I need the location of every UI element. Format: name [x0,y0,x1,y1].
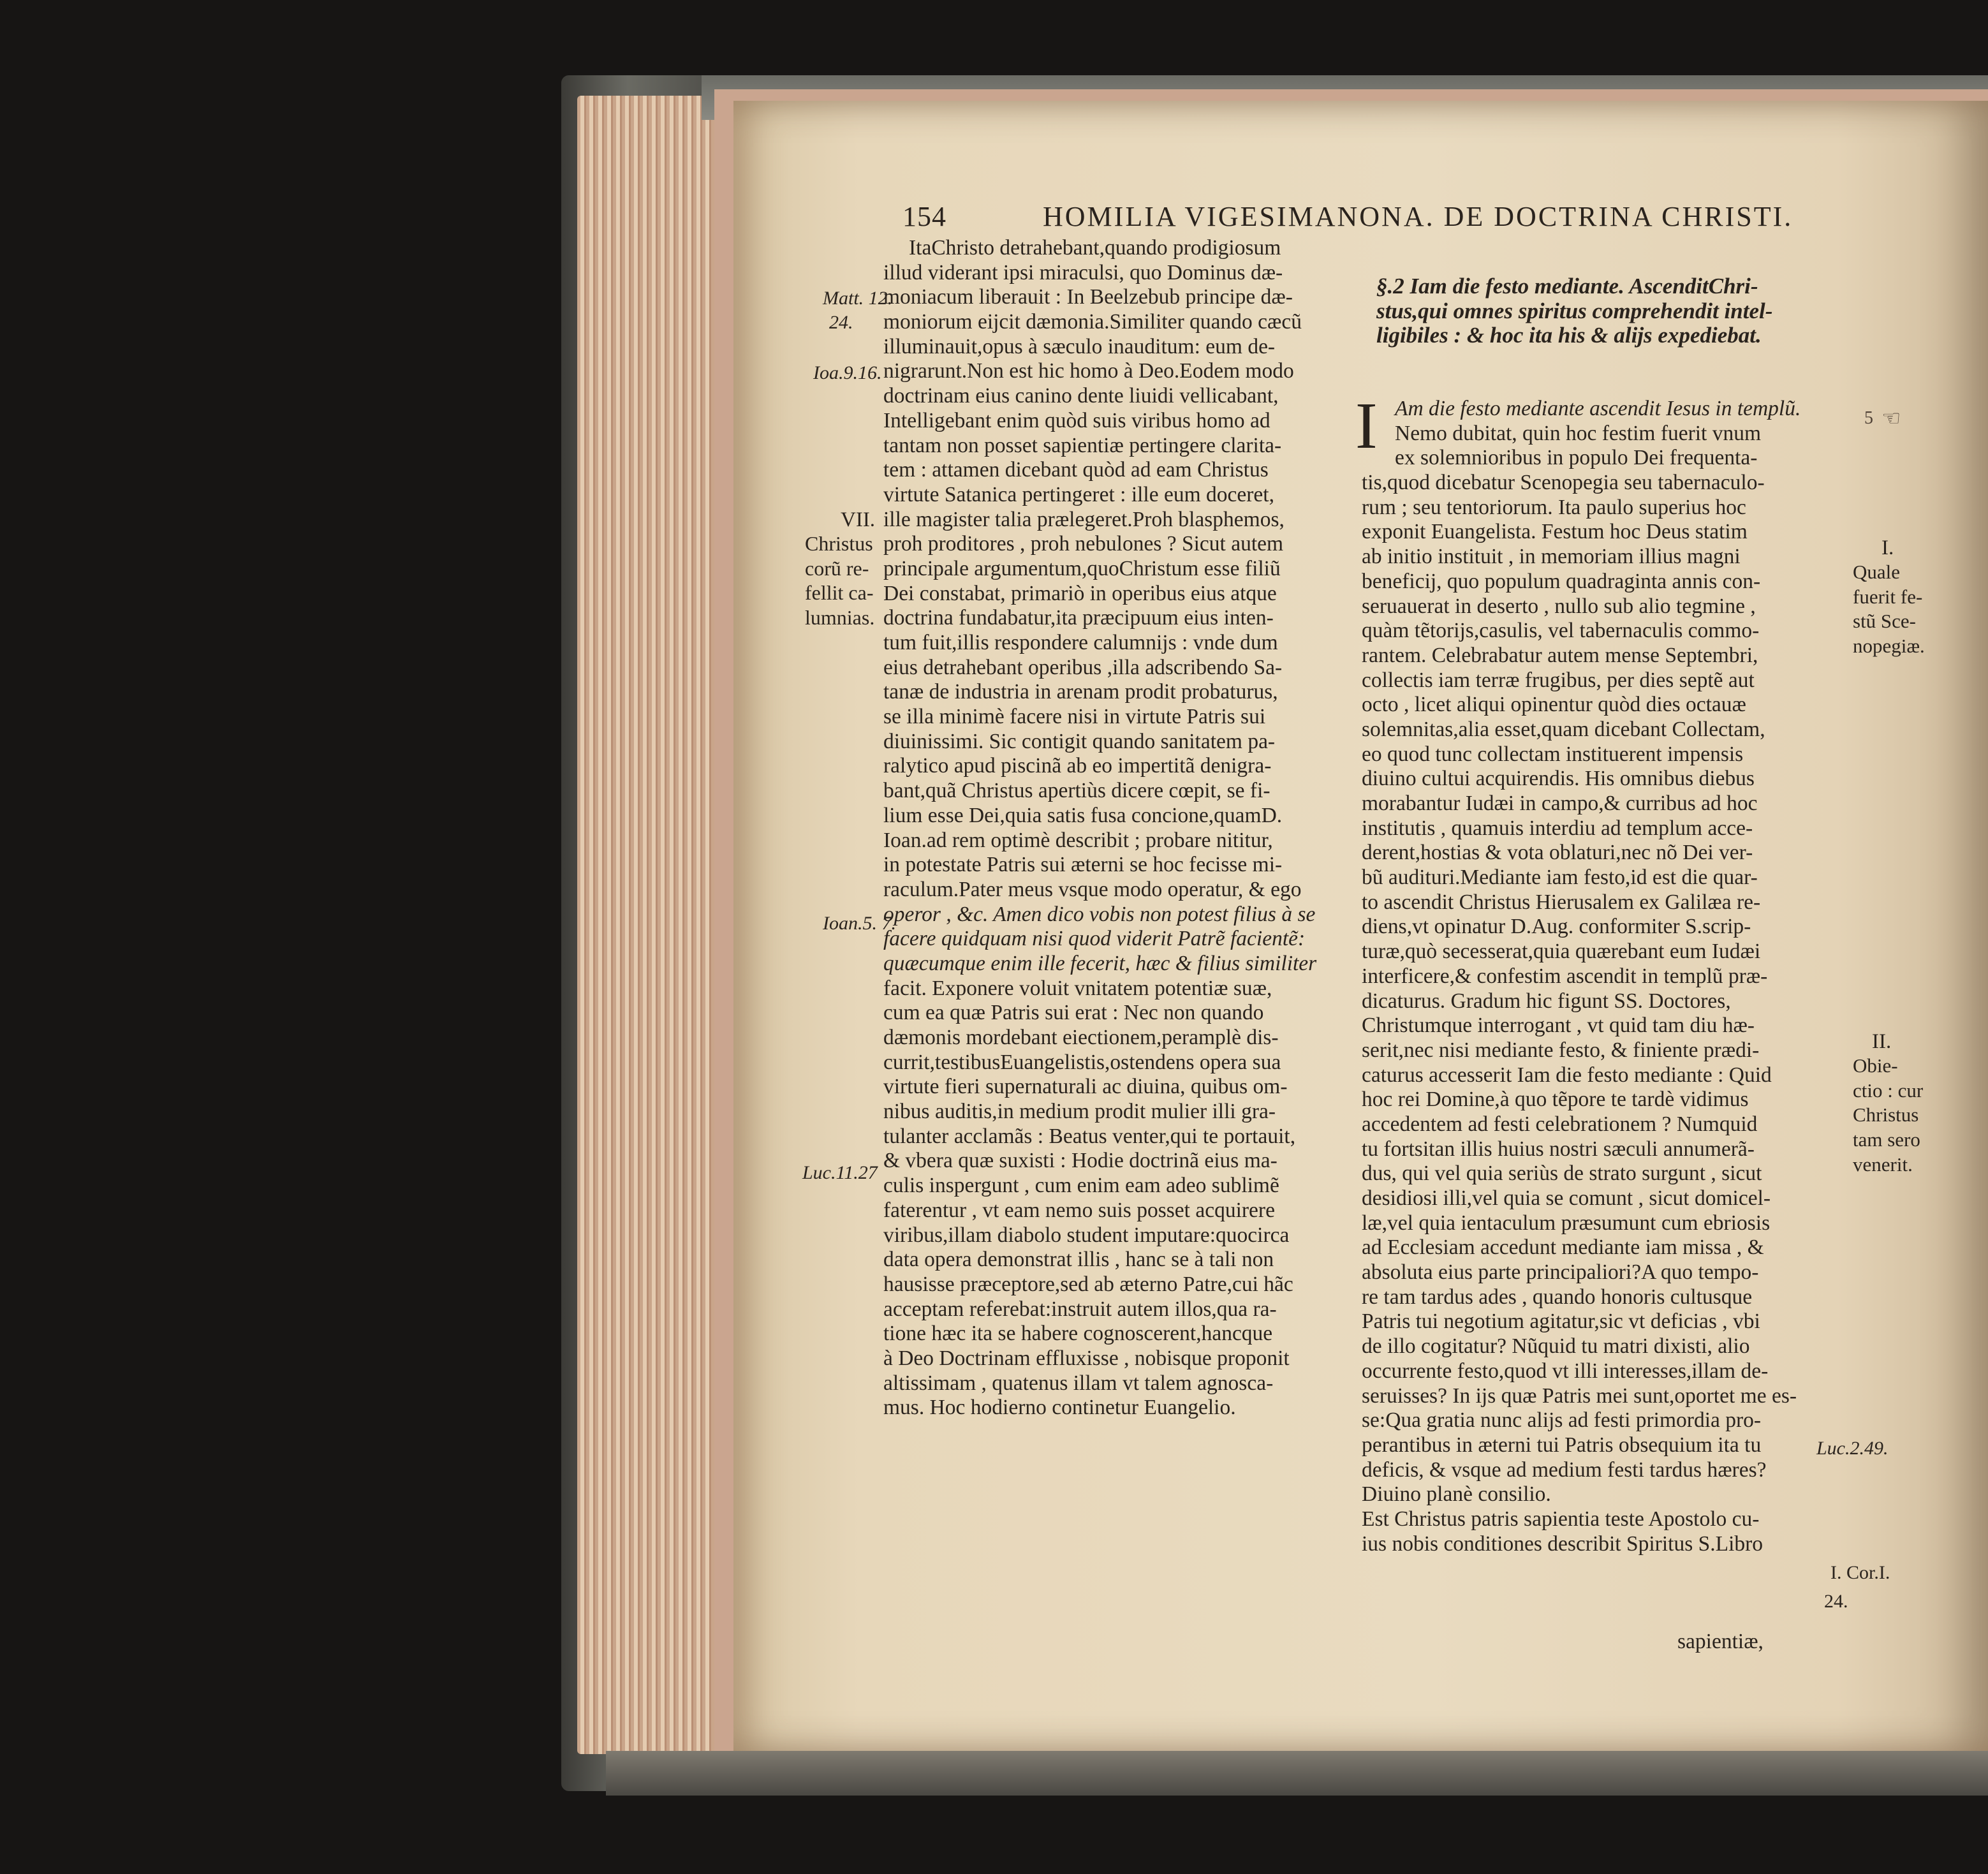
text-line: in potestate Patris sui æterni se hoc fecisse mi- [883,853,1283,877]
text-line: nigrarunt.Non est hic homo à Deo.Eodem modo [883,359,1294,383]
text-line: fellit ca- [805,581,874,605]
text-line: tis,quod dicebatur Scenopegia seu tabernaculo- [1362,471,1765,495]
text-line: cum ea quæ Patris sui erat : Nec non quando [883,1001,1264,1025]
text-line: fuerit fe- [1853,585,1923,608]
text-line: virtute fieri supernaturali ac diuina, quibus om- [883,1075,1288,1099]
text-line: dus, qui vel quia seriùs de strato surgunt , sicut [1362,1162,1762,1186]
text-line: lumnias. [805,606,875,630]
text-line: solemnitas,alia esset,quam dicebant Collectam, [1362,717,1765,741]
text-line: altissimam , quatenus illam vt talem agnosca- [883,1371,1274,1395]
running-head: HOMILIA VIGESIMANONA. DE DOCTRINA CHRISTI. [1043,201,1793,232]
text-line: hausisse præceptore,sed ab æterno Patre,cui hãc [883,1272,1293,1296]
margin-note-cor: I. Cor.I. [1830,1562,1890,1583]
text-line: stus,qui omnes spiritus comprehendit intel- [1376,298,1773,323]
text-line: Am die festo mediante ascendit Iesus in templũ. [1395,397,1801,420]
text-line: tum fuit,illis respondere calumnijs : vnde dum [883,631,1278,654]
margin-note-ii-text [1853,1054,1923,1177]
text-line: doctrina fundabatur,ita præcipuum eius inten- [883,606,1274,630]
text-line: Christumque interrogant , vt quid tam diu hæ- [1362,1014,1755,1038]
margin-section-vii: VII. [841,508,876,531]
text-line: morabantur Iudæi in campo,& curribus ad hoc [1362,792,1758,815]
margin-note-vii-text [805,531,874,630]
bottom-cover-edge [606,1751,1988,1796]
text-line: lium esse Dei,quia satis fusa concione,quamD. [883,803,1283,827]
section-heading [1376,272,1867,346]
margin-note-cor-verse: 24. [1824,1591,1848,1612]
margin-note-i-text [1853,560,1925,659]
margin-note-luc2: Luc.2.49. [1816,1438,1889,1459]
text-line: de illo cogitatur? Nũquid tu matri dixisti, alio [1362,1334,1750,1359]
margin-note-ioa: Ioa.9.16. [813,362,882,383]
text-line: exponit Euangelista. Festum hoc Deus statim [1362,520,1748,544]
text-line: ex solemnioribus in populo Dei frequenta- [1395,446,1758,470]
text-line: ItaChristo detrahebant,quando prodigiosum [909,236,1281,260]
text-line: dæmonis mordebant eiectionem,peramplè dis- [883,1026,1279,1049]
text-line: institutis , quamuis interdiu ad templum acce- [1362,816,1753,840]
text-line: doctrinam eius canino dente liuidi vellicabant, [883,384,1279,408]
text-line: bant,quã Christus apertiùs dicere cœpit, se fi- [883,779,1270,803]
text-line: rum ; seu tentoriorum. Ita paulo superius hoc [1362,495,1746,519]
text-line: & vbera quæ suxisti : Hodie doctrinã eius ma- [883,1149,1277,1173]
text-line: nibus auditis,in medium prodit mulier illi gra- [883,1100,1276,1124]
text-line: serit,nec nisi mediante festo, & finiente prædi- [1362,1038,1760,1062]
text-line: facere quidquam nisi quod viderit Patrẽ facientẽ: [883,927,1306,951]
margin-note-luc: Luc.11.27 [802,1162,878,1183]
text-line: corũ re- [805,556,869,580]
text-line: seruisses? In ijs quæ Patris mei sunt,oportet me es- [1362,1383,1797,1408]
text-line: tem : attamen dicebant quòd ad eam Christus [883,458,1269,482]
drop-cap: I [1355,389,1378,462]
text-line: Patris tui negotium agitatur,sic vt deficias , vbi [1362,1310,1760,1334]
text-line: octo , licet aliqui opinentur quòd dies octauæ [1362,693,1746,717]
text-line: Obie- [1853,1054,1898,1077]
text-line: proh proditores , proh nebulones ? Sicut autem [883,532,1284,556]
text-line: Nemo dubitat, quin hoc festim fuerit vnum [1395,421,1762,445]
text-line: rantem. Celebrabatur autem mense Septembri, [1362,643,1758,667]
text-line: Intelligebant enim quòd suis viribus homo ad [883,408,1270,432]
text-line: viribus,illam diabolo student imputare:quocirca [883,1223,1290,1247]
text-line: ad Ecclesiam accedunt mediante iam missa , & [1362,1236,1764,1260]
margin-section-ii: II. [1872,1030,1892,1053]
text-line: ctio : cur [1853,1079,1924,1102]
text-line: moniorum eijcit dæmonia.Similiter quando cæcũ [883,310,1302,334]
text-line: absoluta eius parte principaliori?A quo tempo- [1362,1260,1759,1285]
text-line: moniacum liberauit : In Beelzebub principe dæ- [883,285,1293,309]
text-line: interficere,& confestim ascendit in templũ præ- [1362,964,1768,988]
text-line: beneficij, quo populum quadraginta annis con- [1362,569,1761,593]
catchword: sapientiæ, [1677,1630,1763,1653]
text-line: Dei constabat, primariò in operibus eius atque [883,581,1277,605]
text-line: deficis, & vsque ad medium festi tardus hæres? [1362,1457,1767,1482]
text-line: perantibus in æterni tui Patris obsequium ita tu [1362,1433,1762,1457]
text-line: virtute Satanica pertingeret : ille eum doceret, [883,482,1274,506]
text-line: illuminauit,opus à sæculo inauditum: eum de- [883,334,1276,358]
text-line: eo quod tunc collectam instituerent impensis [1362,742,1744,766]
text-line: collectis iam terræ frugibus, per dies septẽ aut [1362,668,1755,692]
text-line: accedentem ad festi celebrationem ? Numquid [1362,1112,1758,1136]
text-line: dicaturus. Gradum hic figunt SS. Doctores, [1362,989,1731,1013]
text-line: Christus [805,532,873,555]
text-line: derent,hostias & vota oblaturi,nec nõ Dei ver- [1362,841,1753,865]
text-line: diuinissimi. Sic contigit quando sanitatem pa- [883,729,1276,753]
text-line: à Deo Doctrinam effluxisse , nobisque proponit [883,1346,1290,1370]
text-line: tu fortsitan illis huius nostri sæculi annumerã- [1362,1137,1755,1161]
text-line: ligibiles : & hoc ita his & alijs expediebat. [1376,323,1762,348]
text-line: tam sero [1853,1128,1920,1151]
text-line: desidiosi illi,vel quia se comunt , sicut domicel- [1362,1186,1771,1210]
text-line: tulanter acclamãs : Beatus venter,qui te portauit, [883,1124,1296,1148]
text-line: tantam non posset sapientiæ pertingere clarita- [883,433,1282,457]
text-line: faterentur , vt eam nemo suis posset acquirere [883,1198,1275,1222]
text-line: occurrente festo,quod vt illi interesses,illam de- [1362,1359,1769,1383]
text-line: diuino cultui acquirendis. His omnibus diebus [1362,767,1755,791]
text-line: data opera demonstrat illis , hanc se à tali non [883,1248,1274,1272]
text-line: re tam tardus ades , quando honoris cultusque [1362,1285,1753,1309]
text-line: illud viderant ipsi miraculsi, quo Dominus dæ- [883,260,1283,284]
text-line: tione hæc ita se habere cognoscerent,hancque [883,1322,1273,1346]
text-line: se:Qua gratia nunc alijs ad festi primordia pro- [1362,1408,1762,1433]
text-line: ius nobis conditiones describit Spiritus S.Libro [1362,1531,1763,1556]
text-line: se illa minimè facere nisi in virtute Patris sui [883,705,1266,729]
text-line: caturus accesserit Iam die festo mediante : Quid [1362,1063,1772,1087]
text-line: §.2 Iam die festo mediante. AscenditChri- [1376,274,1758,299]
text-line: quàm tẽtorijs,casulis, vel tabernaculis commo- [1362,619,1760,643]
page-number: 154 [902,201,946,232]
text-line: stũ Sce- [1853,610,1917,633]
text-line: to ascendit Christus Hierusalem ex Galilæa re- [1362,890,1761,914]
text-line: principale argumentum,quoChristum esse filiũ [883,556,1281,580]
page-stack-edges [577,96,724,1754]
margin-note-matt-verse: 24. [829,312,853,333]
page-header [902,196,1948,241]
text-line: mus. Hoc hodierno continetur Euangelio. [883,1396,1236,1420]
left-column [883,236,1358,1420]
text-line: Est Christus patris sapientia teste Apostolo cu- [1362,1507,1760,1531]
margin-number: 5 [1864,408,1873,428]
text-line: Diuino planè consilio. [1362,1482,1551,1507]
text-line: turæ,quò secesserat,quia quærebant eum Iudæi [1362,940,1761,964]
right-column [1355,389,1856,1556]
text-line: raculum.Pater meus vsque modo operatur, & ego [883,877,1302,901]
text-line: operor , &c. Amen dico vobis non potest filius à se [883,902,1316,926]
pointing-hand-icon: ☜ [1881,407,1901,431]
text-line: seruauerat in deserto , nullo sub alio tegmine , [1362,594,1756,618]
text-line: venerit. [1853,1153,1913,1176]
text-line: ralytico apud piscinã ab eo impertitã denigra- [883,754,1272,778]
text-line: Quale [1853,561,1901,583]
text-line: læ,vel quia ientaculum præsumunt cum ebriosis [1362,1211,1771,1235]
text-line: ab initio instituit , in memoriam illius magni [1362,545,1741,569]
margin-note-matt: Matt. 12. [823,288,893,309]
text-line: currit,testibusEuangelistis,ostendens opera sua [883,1050,1281,1074]
text-line: tanæ de industria in arenam prodit probaturus, [883,680,1278,704]
text-line: Ioan.ad rem optimè describit ; probare nititur, [883,828,1273,852]
text-line: facit. Exponere voluit vnitatem potentiæ suæ, [883,976,1272,1000]
margin-note-ioan: Ioan.5. 7. [823,913,896,934]
text-line: Christus [1853,1103,1919,1126]
text-line: quæcumque enim ille fecerit, hæc & filius similiter [883,951,1317,975]
text-line: eius detrahebant operibus ,illa adscribendo Sa- [883,655,1283,679]
text-line: bũ audituri.Mediante iam festo,id est die quar- [1362,866,1758,890]
text-line: ille magister talia prælegeret.Proh blasphemos, [883,507,1285,531]
margin-section-i: I. [1881,536,1894,559]
text-line: diens,vt opinatur D.Aug. conformiter S.scrip- [1362,915,1751,939]
text-line: acceptam referebat:instruit autem illos,qua ra- [883,1297,1277,1321]
text-line: nopegiæ. [1853,635,1925,658]
text-line: hoc rei Domine,à quo tẽpore te tardè vidimus [1362,1088,1749,1112]
text-line: culis inspergunt , cum enim eam adeo sublimẽ [883,1174,1279,1198]
